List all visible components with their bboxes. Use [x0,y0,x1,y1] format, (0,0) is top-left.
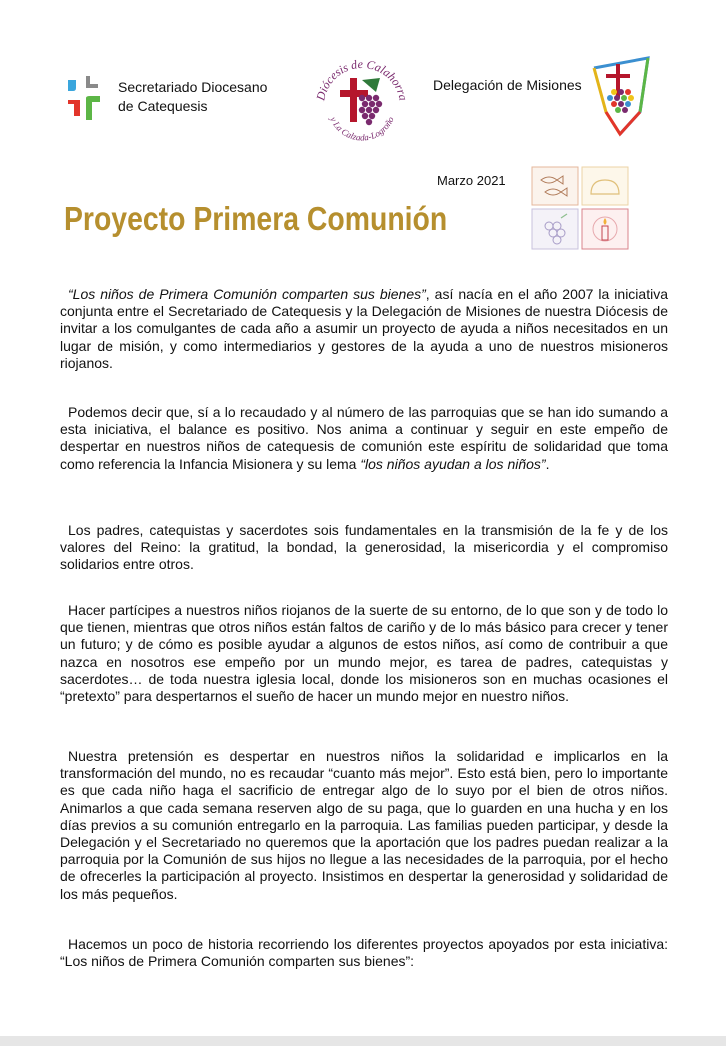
grape-dots-icon [607,89,634,113]
paragraph-1-quote: “Los niños de Primera Comunión comparten sus bienes” [68,286,426,302]
svg-text:y La Calzada-Logroño [328,114,396,142]
paragraph-2-end: . [545,455,550,472]
bread-icon [582,167,628,205]
paragraph-2-text: Podemos decir que, sí a lo recaudado y al número de las parroquias que se han ido sumando a esta iniciativa, el balance es positivo. Nos anima a continuar y seguir en este empeño de despertar en nuestros niños de catequesis de comunión este espíritu de solidaridad que toma como referencia la Infancia Misionera y su lema [60,404,668,472]
diocese-seal-logo [310,48,414,156]
fish-icon [532,167,578,205]
page-title: Proyecto Primera Comunión [64,200,448,237]
page-bottom-margin [0,1036,726,1046]
candle-icon [582,209,628,249]
seal-bottom-text: y La Calzada-Logroño [328,115,396,143]
misiones-name: Delegación de Misiones [433,77,582,93]
paragraph-5: Nuestra pretensión es despertar en nuestros niños la solidaridad e implicarlos en la transformación del mundo, no es recaudar “cuanto más mejor”. Esto está bien, pero lo importante es que cada niño haga el sacrificio de entregar algo de lo suyo por el bien de otros niños. Animarlos a que cada semana reserven algo de su paga, que lo guarden en una hucha y en los días previos a su comunión entregarlo en la parroquia. Las familias pueden participar, y desde la Delegación y el Secretariado no queremos que la aportación que los padres puedan realizar a la parroquia por la Comunión de sus hijos no llegue a las necesidades de la parroquia, por el hecho de ofrecerles la participación al proyecto. Insistimos en despertar la generosidad y solidaridad de los más pequeños. [60,748,668,902]
paragraph-3: Los padres, catequistas y sacerdotes sois fundamentales en la transmisión de la fe y de los valores del Reino: la gratitud, la bondad, la generosidad, la misericordia y el compromiso solidarios entre otros. [60,522,668,573]
catequesis-name [118,78,267,116]
misiones-logo-icon [590,56,654,140]
paragraph-4: Hacer partícipes a nuestros niños riojanos de la suerte de su entorno, de lo que son y de todo lo que tienen, mientras que otros niños están faltos de cariño y de lo más básico para crecer y tener un futuro; y de cómo es posible ayudar a algunos de estos niños, así como de contribuir a que nazca en nosotros ese empeño por un mundo mejor, es tarea de padres, catequistas y sacerdotes… de toda nuestra iglesia local, donde los misioneros son en muchas ocasiones el “pretexto” para despertarnos el sueño de hacer un mundo mejor en nuestro niños. [60,602,668,705]
paragraph-1 [60,286,668,372]
catequesis-logo-icon [64,74,104,124]
paragraph-1-text: , así nacía en el año 2007 la iniciativa conjunta entre el Secretariado de Catequesis y la Delegación de Misiones de nuestra Diócesis de invitar a los comulgantes de cada año a asumir un proyecto de ayuda a niños necesitados en un lugar de misión, y como intermediarios y gestores de la ayuda a uno de nuestros misioneros riojanos. [60,286,668,371]
paragraph-6: Hacemos un poco de historia recorriendo los diferentes proyectos apoyados por esta iniciativa: “Los niños de Primera Comunión comparten sus bienes”: [60,936,668,970]
document-date: Marzo 2021 [437,173,506,188]
cross-icon [350,78,357,122]
catequesis-line1: Secretariado Diocesano [118,79,268,95]
symbols-grid-icon [531,166,629,250]
paragraph-2-quote: “los niños ayudan a los niños” [360,455,546,472]
grapes-icon [359,95,382,125]
catequesis-line2: de Catequesis [118,98,208,114]
seal-top-text: Diócesis de Calahorra [313,56,411,102]
leaf-icon [362,78,380,92]
grapes-tile-icon [532,209,578,249]
paragraph-2 [60,404,668,473]
